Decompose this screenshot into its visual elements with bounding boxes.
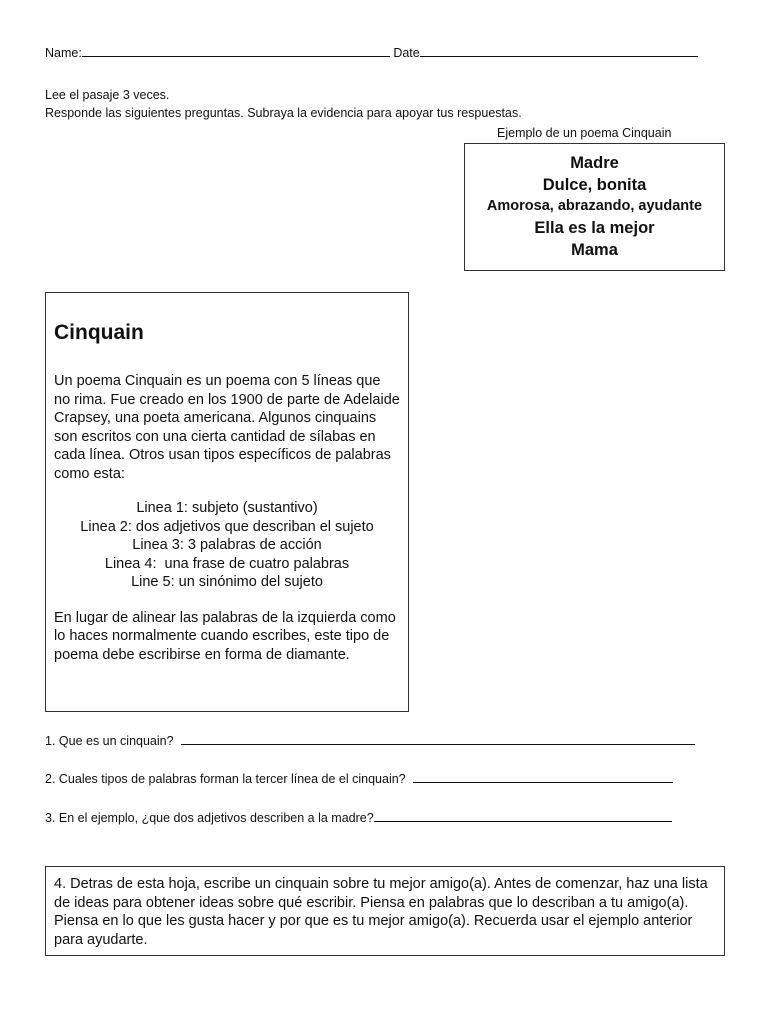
- example-line-2: Dulce, bonita: [542, 176, 647, 194]
- passage-line-4: Linea 4: una frase de cuatro palabras: [104, 555, 350, 572]
- passage-title: Cinquain: [54, 321, 144, 344]
- task-text: 4. Detras de esta hoja, escribe un cinquain sobre tu mejor amigo(a). Antes de comenzar, haz una lista de ideas para obtener ideas sobre qué escribir. Piensa en palabras que lo describan a tu amigo(a). Piensa en lo que les gusta hacer y por que es tu mejor amigo(a). Recuerda usar el ejemplo anterior para ayudarte.: [54, 876, 708, 948]
- date-field[interactable]: [420, 44, 698, 57]
- passage-box: [45, 292, 409, 712]
- passage-line-1: Linea 1: subjeto (sustantivo): [136, 500, 318, 516]
- header-row: [45, 44, 698, 62]
- passage-line-list: [54, 499, 400, 592]
- instruction-2: Responde las siguientes preguntas. Subraya la evidencia para apoyar tus respuestas.: [45, 106, 522, 120]
- question-3-row: [45, 809, 672, 827]
- passage-line-3: Linea 3: 3 palabras de acción: [132, 537, 322, 553]
- answer-3-field[interactable]: [374, 809, 672, 822]
- passage-intro: Un poema Cinquain es un poema con 5 líneas que no rima. Fue creado en los 1900 de parte de Adelaide Crapsey, una poeta americana. Algunos cinquains son escritos con una cierta cantidad de sílabas en cada línea. Otros usan tipos específicos de palabras como esta:: [54, 373, 400, 482]
- passage-line-5: Line 5: un sinónimo del sujeto: [131, 574, 323, 590]
- task-box: [45, 866, 725, 956]
- example-line-4: Ella es la mejor: [534, 219, 655, 237]
- name-label: Name:: [45, 46, 82, 60]
- passage-outro: En lugar de alinear las palabras de la izquierda como lo haces normalmente cuando escribes, este tipo de poema debe escribirse en forma de diamante.: [54, 609, 396, 663]
- question-2: 2. Cuales tipos de palabras forman la tercer línea de el cinquain?: [45, 772, 406, 786]
- example-line-3: Amorosa, abrazando, ayudante: [486, 198, 703, 214]
- example-caption: Ejemplo de un poema Cinquain: [497, 126, 672, 140]
- example-line-5: Mama: [571, 241, 618, 259]
- question-2-row: [45, 770, 673, 788]
- question-1-row: [45, 732, 695, 750]
- question-1: 1. Que es un cinquain?: [45, 734, 174, 748]
- answer-1-field[interactable]: [181, 732, 695, 745]
- name-field[interactable]: [82, 44, 390, 57]
- date-label: Date: [393, 46, 420, 60]
- answer-2-field[interactable]: [413, 770, 673, 783]
- example-poem-box: [464, 143, 725, 271]
- passage-line-2: Linea 2: dos adjetivos que describan el sujeto: [80, 518, 374, 535]
- question-3: 3. En el ejemplo, ¿que dos adjetivos describen a la madre?: [45, 811, 374, 825]
- example-line-1: Madre: [570, 154, 619, 172]
- instruction-1: Lee el pasaje 3 veces.: [45, 88, 170, 102]
